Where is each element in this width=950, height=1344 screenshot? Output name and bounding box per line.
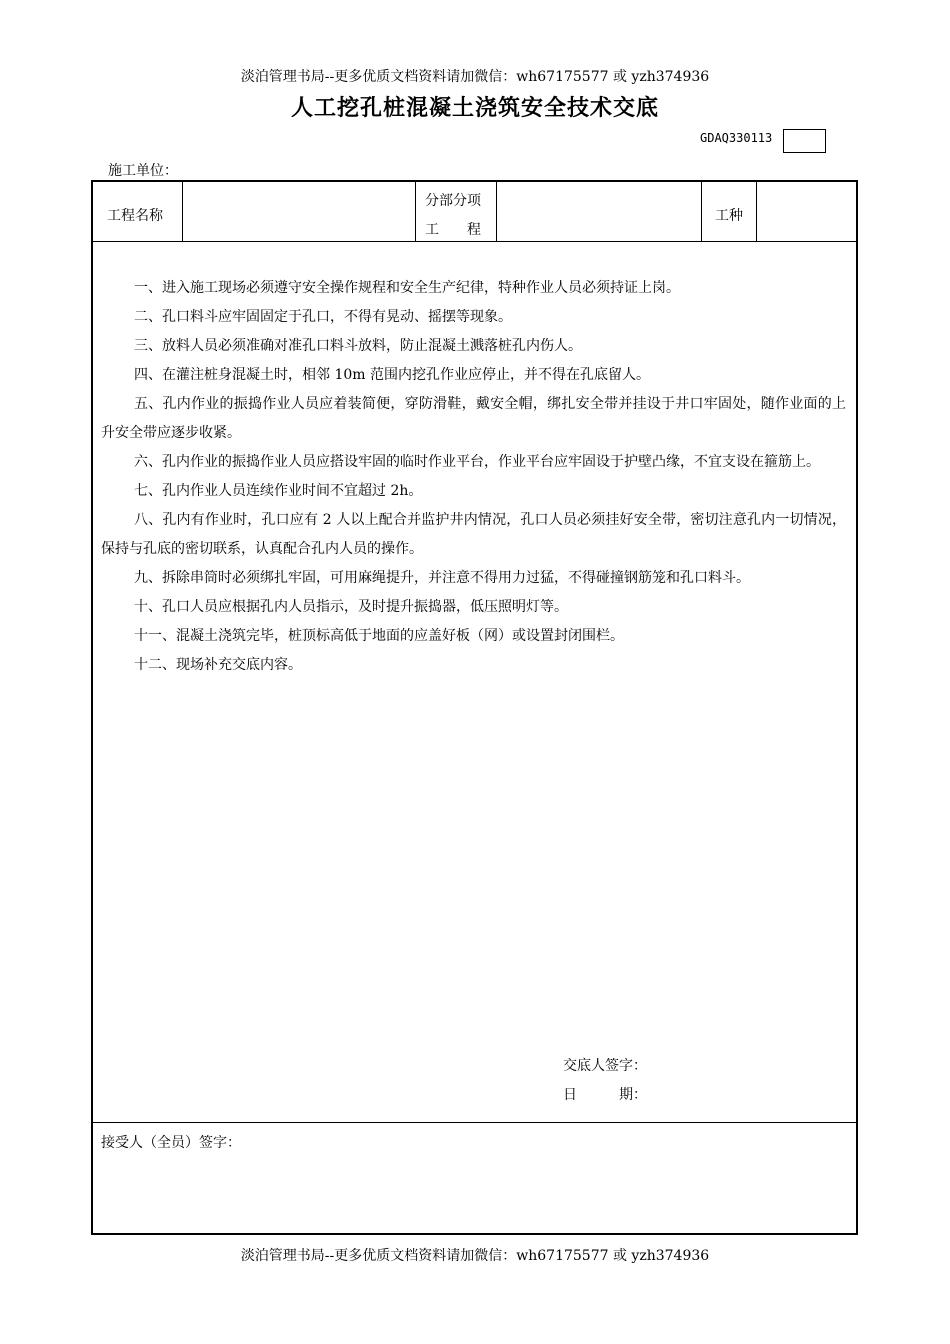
divider — [93, 241, 856, 242]
receiver-signature-label: 接受人（全员）签字： — [101, 1135, 241, 1151]
divider — [701, 182, 702, 242]
list-item: 一、进入施工现场必须遵守安全操作规程和安全生产纪律，特种作业人员必须持证上岗。 — [134, 280, 680, 296]
page-title: 人工挖孔桩混凝土浇筑安全技术交底 — [290, 96, 659, 121]
list-item: 三、放料人员必须准确对准孔口料斗放料，防止混凝土溅落桩孔内伤人。 — [134, 338, 582, 354]
header-note: 淡泊管理书局--更多优质文档资料请加微信：wh67175577 或 yzh374936 — [240, 69, 710, 85]
construction-unit-label: 施工单位： — [108, 163, 178, 179]
work-type-label: 工种 — [715, 208, 743, 224]
receiver-signature-area[interactable] — [101, 1157, 841, 1227]
form-code-box[interactable] — [783, 129, 826, 153]
list-item: 五、孔内作业的振捣作业人员应着装简便，穿防滑鞋，戴安全帽，绑扎安全带并挂设于井口牢固处，随作业面的上升安全带应逐步收紧。 — [101, 396, 846, 441]
divider — [415, 182, 416, 242]
form-code: GDAQ330113 — [700, 131, 773, 145]
work-type-field[interactable] — [763, 186, 849, 238]
divider — [93, 1122, 856, 1123]
list-item: 七、孔内作业人员连续作业时间不宜超过 2h。 — [134, 483, 423, 499]
list-item: 十一、混凝土浇筑完毕，桩顶标高低于地面的应盖好板（网）或设置封闭围栏。 — [134, 628, 624, 644]
list-item: 十、孔口人员应根据孔内人员指示，及时提升振捣器，低压照明灯等。 — [134, 599, 568, 615]
list-item: 十二、现场补充交底内容。 — [134, 657, 302, 673]
list-item: 二、孔口料斗应牢固固定于孔口，不得有晃动、摇摆等现象。 — [134, 309, 512, 325]
project-name-label: 工程名称 — [107, 208, 163, 224]
divider — [496, 182, 497, 242]
sub-project-label-line2: 工 程 — [425, 222, 481, 238]
divider — [182, 182, 183, 242]
footer-note: 淡泊管理书局--更多优质文档资料请加微信：wh67175577 或 yzh374936 — [240, 1248, 710, 1264]
list-item: 六、孔内作业的振捣作业人员应搭设牢固的临时作业平台，作业平台应牢固设于护壁凸缘，不宜支设在箍筋上。 — [134, 454, 820, 470]
project-name-field[interactable] — [189, 186, 409, 238]
discloser-signature-label: 交底人签字： — [563, 1058, 647, 1074]
sub-project-label-line1: 分部分项 — [425, 193, 481, 209]
list-item: 九、拆除串筒时必须绑扎牢固，可用麻绳提升，并注意不得用力过猛，不得碰撞钢筋笼和孔口料斗。 — [134, 570, 750, 586]
divider — [756, 182, 757, 242]
disclosure-content — [101, 274, 846, 680]
date-label: 日 期： — [563, 1087, 647, 1103]
list-item: 八、孔内有作业时，孔口应有 2 人以上配合并监护井内情况，孔口人员必须挂好安全带，密切注意孔内一切情况，保持与孔底的密切联系，认真配合孔内人员的操作。 — [101, 512, 846, 557]
list-item: 四、在灌注桩身混凝土时，相邻 10m 范围内挖孔作业应停止，并不得在孔底留人。 — [134, 367, 650, 383]
form-table — [91, 180, 858, 1235]
sub-project-field[interactable] — [503, 186, 693, 238]
